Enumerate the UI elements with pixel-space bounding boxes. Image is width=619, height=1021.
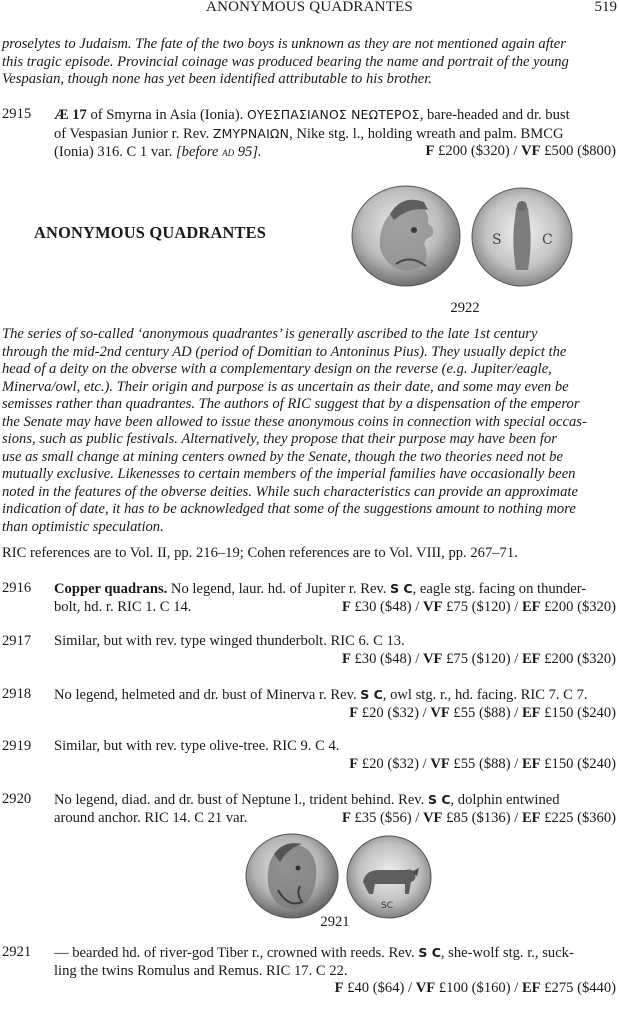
entry-text-part: , Nike stg. l., holding wreath and palm. BMCG [289, 125, 564, 142]
entry-line [54, 686, 616, 705]
coin-2922-reverse-image [470, 186, 574, 288]
grade-label: F [341, 598, 351, 615]
description-line: through the mid-2nd century AD (period of Domitian to Antoninus Pius). They usually depict the [2, 343, 567, 360]
intro-line: this tragic episode. Provincial coinage was produced bearing the name and portrait of the young [2, 53, 569, 70]
entry-text-part: of Smyrna in Asia (Ionia). [86, 107, 247, 123]
description-line: use as small change at mining centers owned by the Senate, though the two theories need not be [2, 448, 563, 465]
catalog-entry-2917 [2, 633, 616, 668]
grade-label: VF [430, 704, 450, 721]
date-note-part: [before [176, 144, 223, 161]
sc-mark: S C [418, 945, 441, 960]
coin-2922-caption: 2922 [450, 300, 480, 316]
entry-line [54, 125, 616, 144]
page-number: 519 [594, 0, 617, 15]
description-line: head of a deity on the obverse with a complementary design on the reverse (e.g. Jupiter/eagle, [2, 361, 552, 377]
coin-mark-sc: SC [381, 901, 393, 911]
entry-text [54, 633, 616, 668]
entry-lead: Æ 17 [54, 107, 87, 123]
entry-lead: Copper quadrans. [54, 581, 168, 597]
price-line: F £200 ($320) / VF £500 ($800) [425, 143, 616, 160]
entry-text-part: , she-wolf stg. r., suck- [440, 945, 574, 961]
entry-line [54, 106, 616, 125]
entry-line: Similar, but with rev. type winged thunderbolt. RIC 6. C 13. [54, 633, 405, 649]
entry-text [54, 106, 616, 162]
entry-number: 2917 [2, 633, 32, 649]
description-line: than optimistic speculation. [2, 518, 164, 535]
entry-text [54, 944, 616, 998]
coin-mark-c: C [542, 232, 553, 248]
greek-legend: ΖΜΥΡΝΑΙΩΝ [212, 125, 290, 141]
grade-label: EF [521, 980, 541, 997]
grade-label: F [341, 809, 351, 826]
coin-mark-s: S [492, 232, 502, 248]
entry-line [54, 791, 616, 810]
date-note-ad: ad [222, 144, 235, 160]
coin-2921-caption: 2921 [320, 914, 350, 930]
entry-number: 2915 [2, 106, 32, 122]
description-line: indication of date, it has to be acknowledged that some of the suggestions amount to nothing more [2, 501, 576, 517]
entry-line [54, 599, 616, 617]
description-line: semisses rather than quadrantes. The authors of RIC suggest that by a dispensation of the emperor [2, 396, 580, 412]
intro-line: Vespasian, though none has yet been identified attributable to his brother. [2, 71, 432, 88]
entry-text [54, 738, 616, 773]
date-note-part: 95]. [234, 144, 262, 161]
entry-text-part: (Ionia) 316. C 1 var. [54, 144, 176, 161]
entry-number: 2921 [2, 944, 32, 960]
intro-paragraph [2, 36, 616, 89]
coin-2922-obverse-image [350, 184, 462, 288]
entry-line [54, 580, 616, 599]
grade-label: EF [521, 704, 541, 721]
entry-line [54, 810, 616, 828]
entry-number: 2916 [2, 580, 32, 596]
entry-line [54, 143, 616, 162]
grade-label: VF [423, 650, 443, 667]
entry-number: 2920 [2, 791, 32, 807]
grade-label: VF [415, 980, 436, 997]
entry-text [54, 686, 616, 722]
price-line: F £20 ($32) / VF £55 ($88) / EF £150 ($240) [349, 755, 616, 772]
entry-text-part: No legend, helmeted and dr. bust of Minerva r. Rev. [54, 687, 361, 703]
entry-line: ling the twins Romulus and Remus. RIC 17. C 22. [54, 962, 348, 979]
entry-text-part: , eagle stg. facing on thunder- [412, 581, 587, 597]
section-title: ANONYMOUS QUADRANTES [34, 223, 267, 242]
entry-text-part: , owl stg. r., hd. facing. RIC 7. C 7. [382, 687, 588, 703]
catalog-entry-2916 [2, 580, 616, 616]
sc-mark: S C [390, 581, 413, 596]
grade-label: VF [430, 755, 450, 772]
grade-label: EF [521, 650, 541, 667]
catalog-entry-2921 [2, 944, 616, 998]
price-line: F £30 ($48) / VF £75 ($120) / EF £200 ($320) [341, 598, 616, 615]
references-line: RIC references are to Vol. II, pp. 216–19; Cohen references are to Vol. VIII, pp. 267–71. [2, 545, 518, 561]
date-note [176, 144, 262, 160]
greek-legend: ΟΥΕΣΠΑΣΙΑΝΟΣ ΝΕΩΤΕΡΟΣ [246, 107, 420, 122]
entry-text [54, 580, 616, 616]
entry-text-part: around anchor. RIC 14. C 21 var. [54, 809, 248, 826]
description-paragraph [2, 326, 616, 536]
grade-label: VF [423, 809, 443, 826]
grade-label: F [341, 650, 351, 667]
grade-label: VF [423, 598, 443, 615]
description-line: noted in the features of the obverse deities. While such characteristics can provide an approximate [2, 483, 578, 500]
sc-mark: S C [360, 687, 383, 702]
entry-number: 2918 [2, 686, 32, 702]
grade-label: F [349, 704, 359, 721]
entry-line: Similar, but with rev. type olive-tree. RIC 9. C 4. [54, 738, 340, 754]
entry-number: 2919 [2, 738, 32, 754]
description-line: the Senate may have been allowed to issue these anonymous coins in connection with special occas- [2, 413, 587, 430]
entry-text-part: No legend, diad. and dr. bust of Neptune l., trident behind. Rev. [54, 792, 428, 808]
entry-text-part: — bearded hd. of river-god Tiber r., crowned with reeds. Rev. [54, 945, 419, 961]
catalog-entry-2918 [2, 686, 616, 722]
entry-text-part: of Vespasian Junior r. Rev. [54, 125, 213, 142]
grade-label: F [349, 755, 359, 772]
entry-text-part: bolt, hd. r. RIC 1. C 14. [54, 598, 192, 615]
price-line: F £20 ($32) / VF £55 ($88) / EF £150 ($240) [349, 704, 616, 721]
coin-2921-reverse-image [345, 834, 433, 920]
entry-text [54, 791, 616, 827]
grade-label: VF [521, 143, 541, 160]
grade-label: EF [521, 809, 541, 826]
coin-2921-obverse-image [244, 832, 340, 920]
intro-line: proselytes to Judaism. The fate of the two boys is unknown as they are not mentioned again after [2, 36, 566, 52]
entry-text-part: , bare-headed and dr. bust [419, 107, 570, 123]
description-line: sions, such as public festivals. Alternatively, they propose that their purpose may have been for [2, 431, 557, 447]
price-line: F £40 ($64) / VF £100 ($160) / EF £275 ($440) [334, 980, 616, 997]
sc-mark: S C [427, 792, 451, 807]
entry-text-part: No legend, laur. hd. of Jupiter r. Rev. [167, 581, 391, 597]
grade-label: EF [521, 598, 541, 615]
entry-line [54, 944, 616, 963]
running-title: ANONYMOUS QUADRANTES [206, 0, 413, 15]
running-header [0, 0, 619, 18]
price-line: F £35 ($56) / VF £85 ($136) / EF £225 ($360) [341, 809, 616, 826]
description-line: mutually exclusive. Likenesses to certain members of the imperial families have occasionally been [2, 466, 576, 482]
grade-label: F [425, 143, 435, 160]
entry-text-part: , dolphin entwined [450, 792, 560, 808]
description-line: The series of so-called ‘anonymous quadrantes’ is generally ascribed to the late 1st century [2, 326, 538, 342]
grade-label: F [334, 980, 344, 997]
catalog-entry-2915 [2, 106, 616, 162]
description-line: Minerva/owl, etc.). Their origin and purpose is as uncertain as their date, and some may even be [2, 378, 569, 395]
catalog-entry-2920 [2, 791, 616, 827]
grade-label: EF [521, 755, 541, 772]
catalog-entry-2919 [2, 738, 616, 773]
price-line: F £30 ($48) / VF £75 ($120) / EF £200 ($320) [341, 650, 616, 667]
